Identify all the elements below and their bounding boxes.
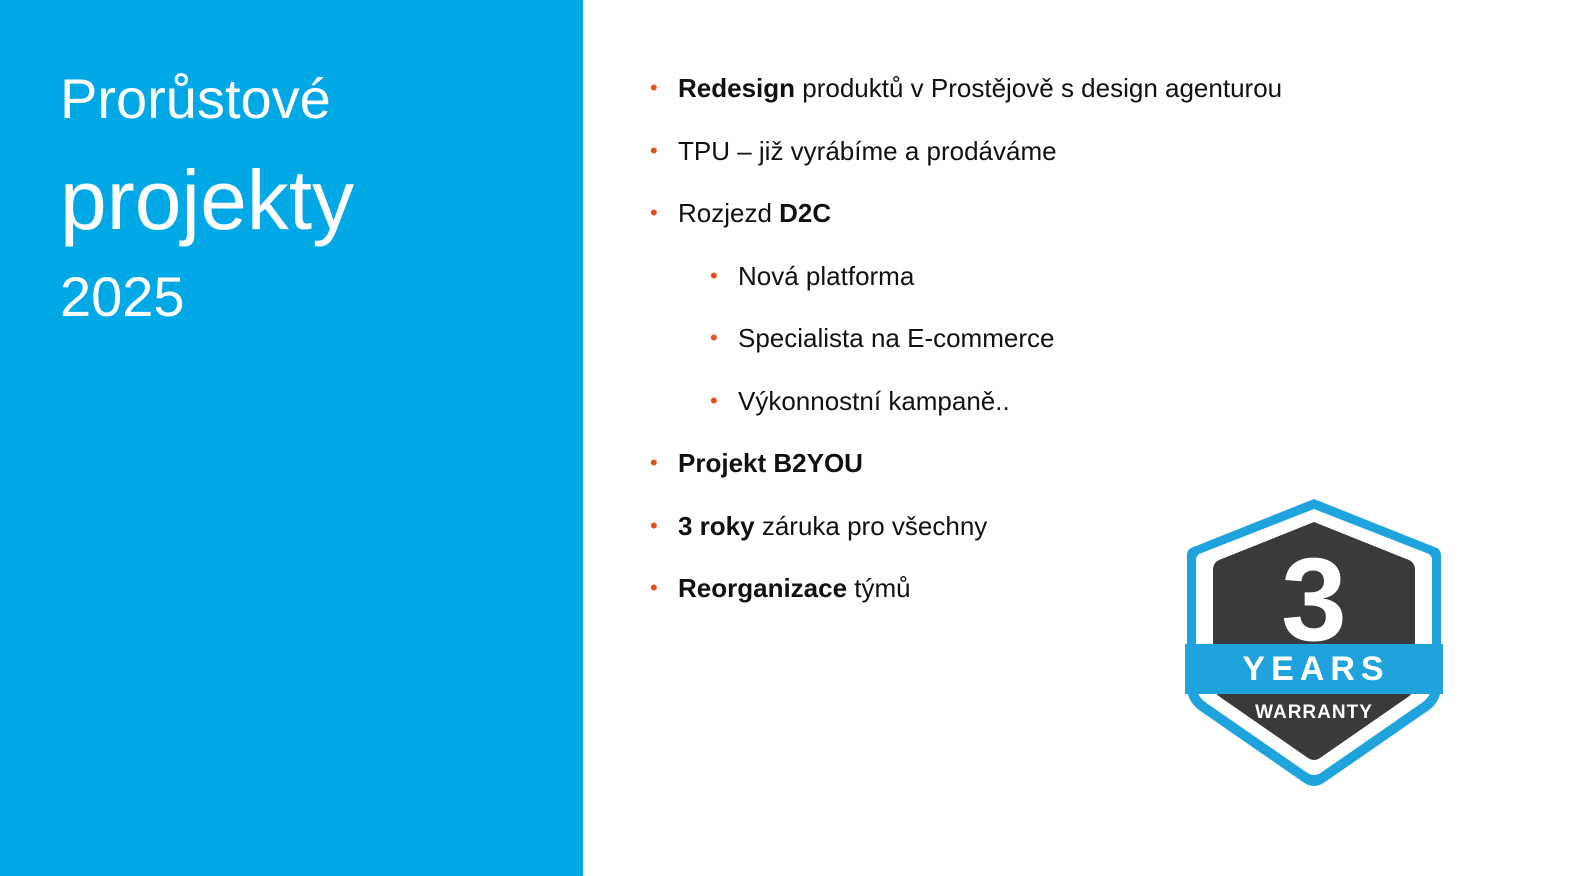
- bullet-text: Výkonnostní kampaně..: [738, 385, 1010, 416]
- title-panel: [0, 0, 583, 876]
- bullet-text: záruka pro všechny: [754, 510, 988, 541]
- bullet-dot-icon: •: [650, 200, 658, 225]
- bullet-dot-icon: •: [710, 262, 718, 288]
- badge-number: 3: [1281, 534, 1347, 666]
- title-line-1: Prorůstové: [60, 67, 331, 130]
- bullet-text: produktů v Prostějově s design agenturou: [795, 73, 1283, 103]
- bullet-text: týmů: [847, 573, 911, 603]
- badge-years-label: YEARS: [1242, 650, 1390, 688]
- title-line-2: projekty: [60, 153, 355, 247]
- badge-warranty-label: WARRANTY: [1255, 702, 1373, 723]
- bullet-text: TPU – již vyrábíme a prodáváme: [678, 135, 1057, 166]
- bullet-bold-text: Redesign: [678, 73, 796, 103]
- bullet-dot-icon: •: [710, 387, 718, 413]
- bullet-bold-text: D2C: [779, 198, 832, 228]
- bullet-text: Specialista na E-commerce: [738, 323, 1055, 353]
- bullet-dot-icon: •: [650, 137, 658, 163]
- bullet-dot-icon: •: [650, 512, 658, 538]
- bullet-bold-text: 3 roky: [678, 510, 755, 541]
- bullet-dot-icon: •: [650, 575, 658, 600]
- bullet-dot-icon: •: [650, 75, 658, 100]
- bullet-text: Nová platforma: [738, 260, 915, 291]
- warranty-badge-icon: [1185, 496, 1443, 790]
- title-line-3: 2025: [60, 265, 185, 328]
- bullet-dot-icon: •: [710, 325, 718, 350]
- bullet-bold-text: Reorganizace: [678, 573, 848, 603]
- bullet-text: Rozjezd: [678, 198, 780, 228]
- bullet-bold-text: Projekt B2YOU: [678, 448, 863, 478]
- bullet-dot-icon: •: [650, 450, 658, 475]
